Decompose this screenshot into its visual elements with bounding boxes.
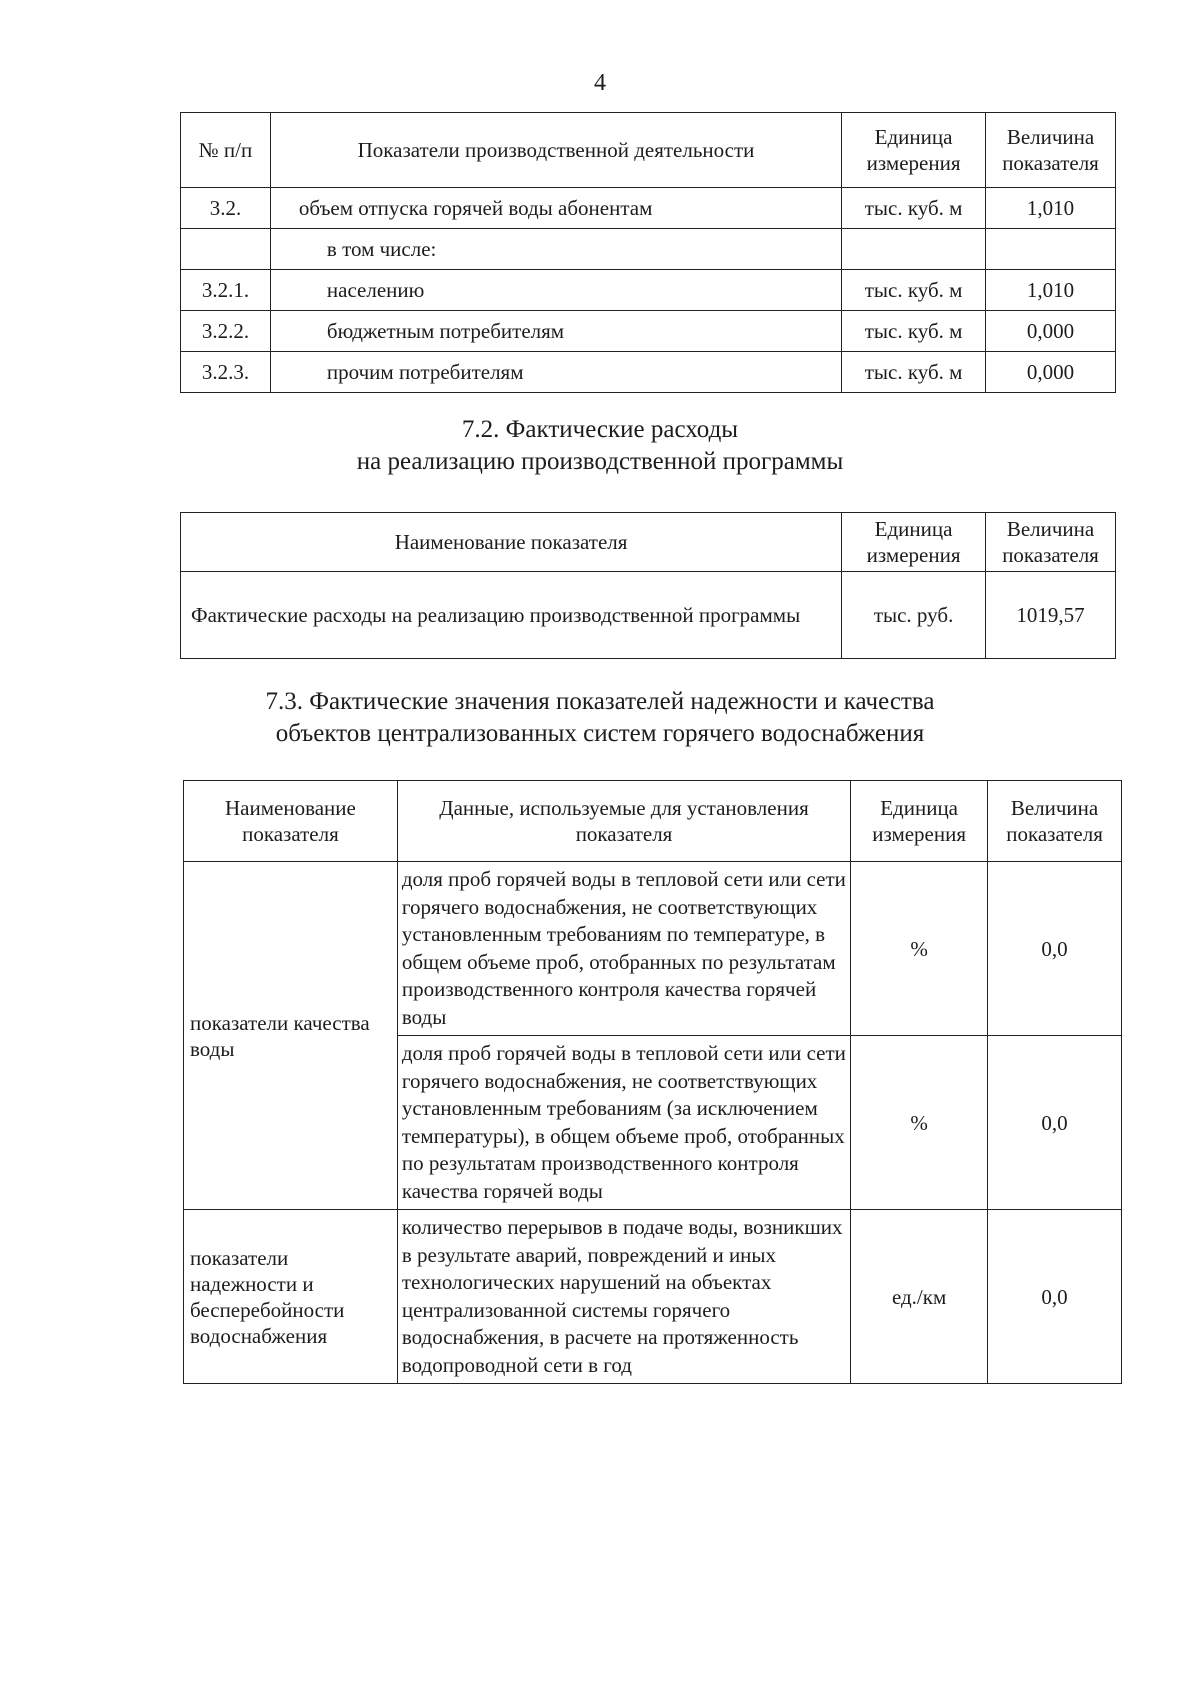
row-value: 0,000 (986, 311, 1116, 352)
section-title-line: 7.2. Фактические расходы (461, 416, 739, 443)
row-data: доля проб горячей воды в тепловой сети или сети горячего водоснабжения, не соответствующих установленным требованиям по температуре, в общем объеме проб, отобранных по результатам производственного контроля качества горячей воды (397, 862, 850, 1036)
header-value: Величина показателя (986, 113, 1116, 188)
row-unit (842, 229, 986, 270)
category-cell: показатели качества воды (184, 862, 398, 1210)
row-data: доля проб горячей воды в тепловой сети или сети горячего водоснабжения, не соответствующих установленным требованиям (за исключением температуры), в общем объеме проб, отобранных по результатам производственного контроля качества горячей воды (397, 1036, 850, 1210)
row-unit: тыс. куб. м (842, 311, 986, 352)
row-value: 0,0 (988, 862, 1122, 1036)
row-num: 3.2.2. (181, 311, 271, 352)
row-unit: тыс. куб. м (842, 270, 986, 311)
row-name: бюджетным потребителям (270, 311, 841, 352)
reliability-quality-table (183, 780, 1122, 1384)
section-title-line: на реализацию производственной программы (356, 448, 844, 475)
row-name: населению (270, 270, 841, 311)
header-value: Величина показателя (988, 781, 1122, 862)
header-value: Величина показателя (986, 513, 1116, 572)
header-indicator: Показатели производственной деятельности (270, 113, 841, 188)
row-value: 1,010 (986, 270, 1116, 311)
table-header-row (181, 513, 1116, 572)
row-unit: тыс. руб. (842, 572, 986, 659)
row-num: 3.2.3. (181, 352, 271, 393)
row-unit: тыс. куб. м (842, 188, 986, 229)
header-indicator-name: Наименование показателя (184, 781, 398, 862)
page-number: 4 (594, 70, 606, 96)
row-num (181, 229, 271, 270)
section-7-2-title (0, 414, 1200, 478)
header-unit: Единица измерения (842, 513, 986, 572)
row-unit: тыс. куб. м (842, 352, 986, 393)
section-title-line: объектов централизованных систем горячего водоснабжения (275, 720, 925, 747)
category-cell: показатели надежности и бесперебойности водоснабжения (184, 1210, 398, 1384)
row-num: 3.2.1. (181, 270, 271, 311)
row-value: 1,010 (986, 188, 1116, 229)
header-unit: Единица измерения (851, 781, 988, 862)
table-row (181, 352, 1116, 393)
table-row (181, 311, 1116, 352)
row-unit: % (851, 862, 988, 1036)
row-value: 0,0 (988, 1036, 1122, 1210)
row-unit: % (851, 1036, 988, 1210)
header-source-data: Данные, используемые для установления показателя (397, 781, 850, 862)
row-value: 0,000 (986, 352, 1116, 393)
row-value (986, 229, 1116, 270)
actual-expenses-table (180, 512, 1116, 659)
table-row (181, 270, 1116, 311)
row-value: 0,0 (988, 1210, 1122, 1384)
header-indicator-name: Наименование показателя (181, 513, 842, 572)
row-name: Фактические расходы на реализацию производственной программы (181, 572, 842, 659)
section-7-3-title (0, 686, 1200, 750)
row-num: 3.2. (181, 188, 271, 229)
table-header-row (181, 113, 1116, 188)
section-title-line: 7.3. Фактические значения показателей надежности и качества (265, 688, 935, 715)
row-name: объем отпуска горячей воды абонентам (270, 188, 841, 229)
table-row (181, 229, 1116, 270)
table-header-row (184, 781, 1122, 862)
row-value: 1019,57 (986, 572, 1116, 659)
table-row (181, 188, 1116, 229)
row-name: прочим потребителям (270, 352, 841, 393)
row-name: в том числе: (270, 229, 841, 270)
header-num: № п/п (181, 113, 271, 188)
row-data: количество перерывов в подаче воды, возникших в результате аварий, повреждений и иных технологических нарушений на объектах централизованной системы горячего водоснабжения, в расчете на протяженность водопроводной сети в год (397, 1210, 850, 1384)
table-row (184, 1210, 1122, 1384)
row-unit: ед./км (851, 1210, 988, 1384)
table-row (184, 862, 1122, 1036)
header-unit: Единица измерения (842, 113, 986, 188)
table-row (181, 572, 1116, 659)
production-activity-table (180, 112, 1116, 393)
